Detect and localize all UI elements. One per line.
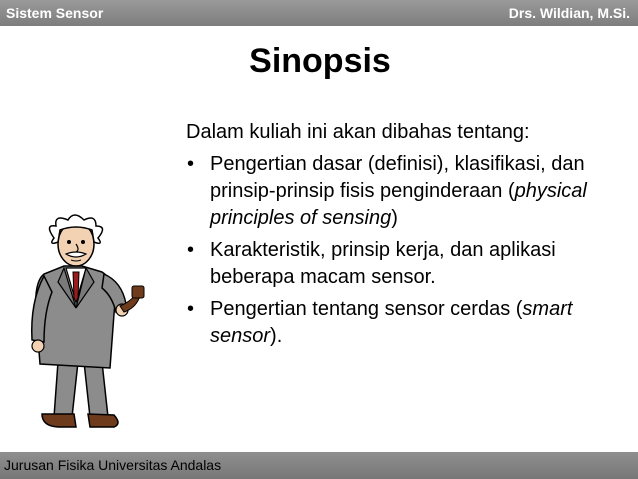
footer-bar	[0, 452, 638, 479]
intro-text: Dalam kuliah ini akan dibahas tentang:	[186, 121, 530, 143]
bullet-text-end: )	[391, 207, 398, 229]
bullet-item	[186, 296, 631, 350]
bullet-text: Karakteristik, prinsip kerja, dan aplikasi beberapa macam sensor.	[210, 239, 556, 288]
bullet-item	[186, 237, 631, 291]
slide-content	[186, 119, 631, 355]
bullet-list	[186, 151, 631, 350]
header-author: Drs. Wildian, M.Si.	[508, 5, 630, 21]
bullet-icon: •	[187, 239, 195, 261]
bullet-text: Pengertian dasar (definisi), klasifikasi, dan prinsip-prinsip fisis penginderaan (	[210, 153, 585, 202]
bullet-text: Pengertian tentang sensor cerdas (	[210, 298, 523, 320]
bullet-emphasis: smart sensor	[210, 298, 573, 347]
bullet-text-end: ).	[270, 325, 283, 347]
professor-with-pipe-illustration	[18, 212, 158, 437]
footer-institution: Jurusan Fisika Universitas Andalas	[4, 457, 222, 473]
header-course-title: Sistem Sensor	[6, 5, 104, 21]
bullet-item	[186, 151, 631, 232]
slide-title: Sinopsis	[249, 42, 391, 80]
bullet-icon: •	[187, 153, 195, 175]
bullet-icon: •	[187, 298, 195, 320]
header-bar	[0, 0, 638, 26]
bullet-emphasis: physical principles of sensing	[210, 180, 587, 229]
